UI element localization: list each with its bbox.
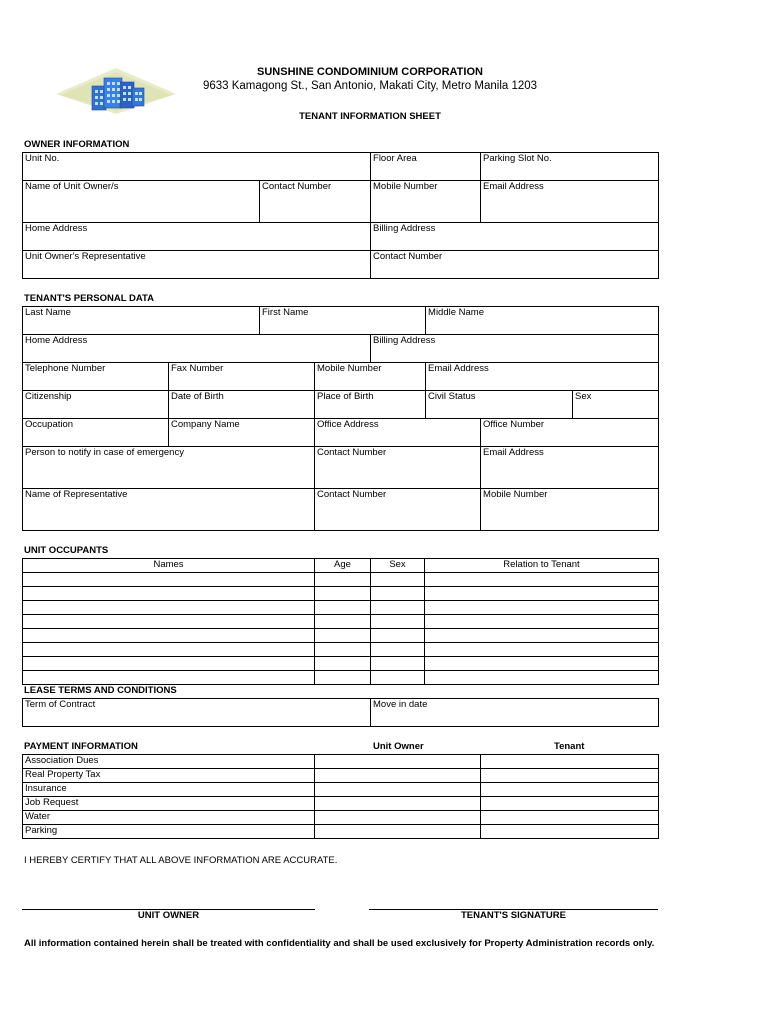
table-row bbox=[23, 755, 659, 769]
emergency-email-field[interactable]: Email Address bbox=[481, 447, 659, 489]
owner-signature-label: UNIT OWNER bbox=[137, 910, 200, 921]
table-row bbox=[23, 797, 659, 811]
owner-home-address-field[interactable]: Home Address bbox=[23, 223, 371, 251]
occupant-sex-cell[interactable] bbox=[371, 657, 425, 671]
occupant-age-cell[interactable] bbox=[315, 587, 371, 601]
occupant-age-cell[interactable] bbox=[315, 601, 371, 615]
occupant-sex-cell[interactable] bbox=[371, 615, 425, 629]
payment-tenant-cell[interactable] bbox=[481, 811, 659, 825]
first-name-field[interactable]: First Name bbox=[260, 307, 426, 335]
table-row bbox=[23, 657, 659, 671]
table-row bbox=[23, 601, 659, 615]
payment-item-label: Insurance bbox=[23, 783, 315, 797]
occupant-name-cell[interactable] bbox=[23, 601, 315, 615]
lease-section-title: LEASE TERMS AND CONDITIONS bbox=[24, 685, 177, 696]
floor-area-field[interactable]: Floor Area bbox=[371, 153, 481, 181]
payment-item-label: Parking bbox=[23, 825, 315, 839]
payment-item-label: Association Dues bbox=[23, 755, 315, 769]
occupants-table bbox=[22, 558, 659, 685]
move-in-date-field[interactable]: Move in date bbox=[371, 699, 659, 727]
payment-col-tenant: Tenant bbox=[554, 741, 585, 752]
table-row bbox=[23, 783, 659, 797]
last-name-field[interactable]: Last Name bbox=[23, 307, 260, 335]
occupant-name-cell[interactable] bbox=[23, 657, 315, 671]
occupant-sex-cell[interactable] bbox=[371, 587, 425, 601]
tenant-info-table bbox=[22, 306, 659, 531]
tenant-home-address-field[interactable]: Home Address bbox=[23, 335, 371, 363]
table-row bbox=[23, 643, 659, 657]
occupants-col-relation: Relation to Tenant bbox=[425, 559, 659, 573]
parking-slot-field[interactable]: Parking Slot No. bbox=[481, 153, 659, 181]
payment-item-label: Job Request bbox=[23, 797, 315, 811]
occupant-sex-cell[interactable] bbox=[371, 573, 425, 587]
occupant-name-cell[interactable] bbox=[23, 573, 315, 587]
tenant-section-title: TENANT'S PERSONAL DATA bbox=[24, 293, 154, 304]
table-row bbox=[23, 629, 659, 643]
sex-field[interactable]: Sex bbox=[573, 391, 659, 419]
payment-owner-cell[interactable] bbox=[315, 811, 481, 825]
occupant-sex-cell[interactable] bbox=[371, 629, 425, 643]
date-of-birth-field[interactable]: Date of Birth bbox=[169, 391, 315, 419]
payment-owner-cell[interactable] bbox=[315, 783, 481, 797]
fax-field[interactable]: Fax Number bbox=[169, 363, 315, 391]
occupant-sex-cell[interactable] bbox=[371, 601, 425, 615]
unit-no-field[interactable]: Unit No. bbox=[23, 153, 371, 181]
table-row bbox=[23, 573, 659, 587]
tenant-rep-contact-field[interactable]: Contact Number bbox=[315, 489, 481, 531]
payment-col-owner: Unit Owner bbox=[373, 741, 424, 752]
owner-info-table bbox=[22, 152, 659, 279]
table-row bbox=[23, 671, 659, 685]
company-name: SUNSHINE CONDOMINIUM CORPORATION bbox=[257, 66, 483, 78]
occupant-name-cell[interactable] bbox=[23, 615, 315, 629]
telephone-field[interactable]: Telephone Number bbox=[23, 363, 169, 391]
occupant-relation-cell[interactable] bbox=[425, 657, 659, 671]
payment-owner-cell[interactable] bbox=[315, 797, 481, 811]
occupant-relation-cell[interactable] bbox=[425, 573, 659, 587]
occupant-relation-cell[interactable] bbox=[425, 587, 659, 601]
owner-contact-field[interactable]: Contact Number bbox=[260, 181, 371, 223]
table-row bbox=[23, 587, 659, 601]
occupant-name-cell[interactable] bbox=[23, 629, 315, 643]
table-row bbox=[23, 769, 659, 783]
tenant-rep-mobile-field[interactable]: Mobile Number bbox=[481, 489, 659, 531]
occupant-age-cell[interactable] bbox=[315, 629, 371, 643]
owner-representative-field[interactable]: Unit Owner's Representative bbox=[23, 251, 371, 279]
occupant-age-cell[interactable] bbox=[315, 671, 371, 685]
occupant-age-cell[interactable] bbox=[315, 615, 371, 629]
company-name-field[interactable]: Company Name bbox=[169, 419, 315, 447]
occupant-sex-cell[interactable] bbox=[371, 643, 425, 657]
occupant-name-cell[interactable] bbox=[23, 643, 315, 657]
lease-table bbox=[22, 698, 659, 727]
table-row bbox=[23, 825, 659, 839]
payment-tenant-cell[interactable] bbox=[481, 797, 659, 811]
tenant-billing-address-field[interactable]: Billing Address bbox=[371, 335, 659, 363]
occupant-sex-cell[interactable] bbox=[371, 671, 425, 685]
occupant-name-cell[interactable] bbox=[23, 671, 315, 685]
occupant-relation-cell[interactable] bbox=[425, 615, 659, 629]
middle-name-field[interactable]: Middle Name bbox=[426, 307, 659, 335]
payment-tenant-cell[interactable] bbox=[481, 783, 659, 797]
occupant-relation-cell[interactable] bbox=[425, 629, 659, 643]
payment-table bbox=[22, 754, 659, 839]
occupants-section-title: UNIT OCCUPANTS bbox=[24, 545, 109, 556]
emergency-contact-person-field[interactable]: Person to notify in case of emergency bbox=[23, 447, 315, 489]
occupants-col-sex: Sex bbox=[371, 559, 425, 573]
tenant-representative-field[interactable]: Name of Representative bbox=[23, 489, 315, 531]
occupant-name-cell[interactable] bbox=[23, 587, 315, 601]
payment-owner-cell[interactable] bbox=[315, 755, 481, 769]
office-number-field[interactable]: Office Number bbox=[481, 419, 659, 447]
table-row bbox=[23, 615, 659, 629]
certification-statement: I HEREBY CERTIFY THAT ALL ABOVE INFORMATION ARE ACCURATE. bbox=[24, 855, 338, 866]
owner-rep-contact-field[interactable]: Contact Number bbox=[371, 251, 659, 279]
payment-owner-cell[interactable] bbox=[315, 769, 481, 783]
owner-email-field[interactable]: Email Address bbox=[481, 181, 659, 223]
company-address: 9633 Kamagong St., San Antonio, Makati City, Metro Manila 1203 bbox=[202, 80, 538, 92]
civil-status-field[interactable]: Civil Status bbox=[426, 391, 573, 419]
payment-owner-cell[interactable] bbox=[315, 825, 481, 839]
office-address-field[interactable]: Office Address bbox=[315, 419, 481, 447]
owner-section-title: OWNER INFORMATION bbox=[24, 139, 130, 150]
occupant-relation-cell[interactable] bbox=[425, 643, 659, 657]
tenant-signature-label: TENANT'S SIGNATURE bbox=[460, 910, 566, 921]
term-of-contract-field[interactable]: Term of Contract bbox=[23, 699, 371, 727]
occupant-age-cell[interactable] bbox=[315, 573, 371, 587]
occupant-relation-cell[interactable] bbox=[425, 671, 659, 685]
emergency-contact-number-field[interactable]: Contact Number bbox=[315, 447, 481, 489]
occupant-age-cell[interactable] bbox=[315, 643, 371, 657]
table-row bbox=[23, 811, 659, 825]
occupant-relation-cell[interactable] bbox=[425, 601, 659, 615]
payment-section-title: PAYMENT INFORMATION bbox=[24, 741, 138, 752]
payment-tenant-cell[interactable] bbox=[481, 825, 659, 839]
occupant-age-cell[interactable] bbox=[315, 657, 371, 671]
place-of-birth-field[interactable]: Place of Birth bbox=[315, 391, 426, 419]
payment-item-label: Water bbox=[23, 811, 315, 825]
sheet-title: TENANT INFORMATION SHEET bbox=[299, 111, 441, 122]
owner-billing-address-field[interactable]: Billing Address bbox=[371, 223, 659, 251]
payment-item-label: Real Property Tax bbox=[23, 769, 315, 783]
citizenship-field[interactable]: Citizenship bbox=[23, 391, 169, 419]
payment-tenant-cell[interactable] bbox=[481, 769, 659, 783]
owner-name-field[interactable]: Name of Unit Owner/s bbox=[23, 181, 260, 223]
confidentiality-note: All information contained herein shall be treated with confidentiality and shall be used exclusively for Property Administration records only. bbox=[24, 938, 655, 949]
occupation-field[interactable]: Occupation bbox=[23, 419, 169, 447]
payment-tenant-cell[interactable] bbox=[481, 755, 659, 769]
tenant-mobile-field[interactable]: Mobile Number bbox=[315, 363, 426, 391]
occupants-col-age: Age bbox=[315, 559, 371, 573]
tenant-email-field[interactable]: Email Address bbox=[426, 363, 659, 391]
owner-mobile-field[interactable]: Mobile Number bbox=[371, 181, 481, 223]
occupants-col-names: Names bbox=[23, 559, 315, 573]
